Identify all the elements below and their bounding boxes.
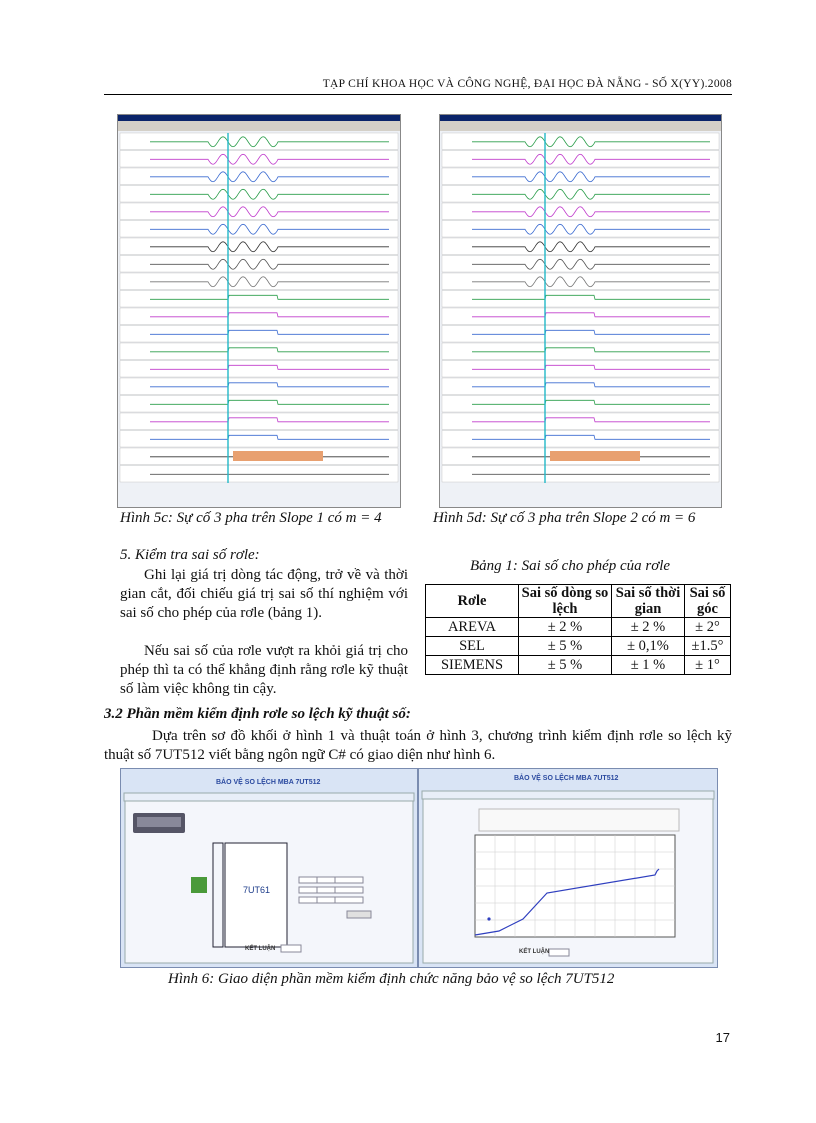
waveform-panel bbox=[442, 343, 719, 360]
waveform-panel bbox=[120, 203, 398, 220]
waveform-panel bbox=[442, 186, 719, 203]
waveform-panel bbox=[442, 151, 719, 168]
error-table bbox=[425, 584, 731, 675]
ketluan-label: KẾT LUẬN bbox=[245, 946, 276, 952]
ketluan-label-right: KẾT LUẬN bbox=[519, 949, 550, 955]
fig6-left-gui bbox=[120, 768, 418, 968]
table-cell: ± 2 % bbox=[612, 618, 685, 637]
fig5c-waveforms bbox=[118, 115, 400, 507]
waveform-panel bbox=[120, 326, 398, 343]
waveform-panel bbox=[442, 273, 719, 290]
waveform-panel bbox=[442, 413, 719, 430]
waveform-panel bbox=[442, 431, 719, 448]
waveform-panel bbox=[442, 256, 719, 273]
col-header: Sai số góc bbox=[685, 585, 731, 618]
table-cell: SIEMENS bbox=[426, 656, 519, 675]
table-cell: ± 2° bbox=[685, 618, 731, 637]
waveform-panel bbox=[442, 203, 719, 220]
waveform-panel bbox=[120, 273, 398, 290]
table-cell: ± 5 % bbox=[519, 656, 612, 675]
table-cell: ± 1° bbox=[685, 656, 731, 675]
waveform-panel bbox=[120, 308, 398, 325]
waveform-panel bbox=[442, 133, 719, 150]
gui-title: BẢO VỆ SO LỆCH MBA 7UT512 bbox=[216, 779, 321, 786]
event-bar bbox=[550, 451, 640, 461]
waveform-panel bbox=[120, 361, 398, 378]
waveform-panel bbox=[442, 326, 719, 343]
col-header: Sai số thời gian bbox=[612, 585, 685, 618]
waveform-panel bbox=[120, 466, 398, 483]
fig5d-waveforms bbox=[440, 115, 721, 507]
fig5d-caption: Hình 5d: Sự cố 3 pha trên Slope 2 có m = 6 bbox=[433, 510, 696, 526]
col-header: Sai số dòng so lệch bbox=[519, 585, 612, 618]
fig5c-caption: Hình 5c: Sự cố 3 pha trên Slope 1 có m = 4 bbox=[120, 510, 382, 526]
waveform-panel bbox=[442, 238, 719, 255]
event-bar bbox=[233, 451, 323, 461]
table-row bbox=[426, 656, 731, 675]
waveform-panel bbox=[120, 221, 398, 238]
waveform-panel bbox=[120, 238, 398, 255]
waveform-panel bbox=[442, 396, 719, 413]
waveform-panel bbox=[120, 343, 398, 360]
table-cell: ± 1 % bbox=[612, 656, 685, 675]
section32-para: Dựa trên sơ đồ khối ở hình 1 và thuật toán ở hình 3, chương trình kiểm định rơle so lệch kỹ thuật số 7UT512 viết bằng ngôn ngữ C# có giao diện như hình 6. bbox=[104, 728, 732, 763]
left-gui-body bbox=[121, 769, 417, 967]
waveform-panel bbox=[442, 308, 719, 325]
table-row bbox=[426, 637, 731, 656]
waveform-panel bbox=[120, 396, 398, 413]
gui-title: BẢO VỆ SO LỆCH MBA 7UT512 bbox=[514, 775, 619, 782]
waveform-panel bbox=[442, 378, 719, 395]
table-cell: SEL bbox=[426, 637, 519, 656]
fig5d-screenshot bbox=[439, 114, 722, 508]
fig6-right-gui bbox=[418, 768, 718, 968]
waveform-panel bbox=[120, 413, 398, 430]
section5-para2: Nếu sai số của rơle vượt ra khỏi giá trị cho phép thì ta có thể khẳng định rằng rơle kỹ thuật số làm việc không tin cậy. bbox=[120, 643, 408, 697]
section32-heading: 3.2 Phần mềm kiểm định rơle so lệch kỹ thuật số: bbox=[104, 706, 411, 722]
col-header: Rơle bbox=[426, 585, 519, 618]
waveform-panel bbox=[120, 378, 398, 395]
table-row bbox=[426, 618, 731, 637]
section5-para1: Ghi lại giá trị dòng tác động, trở về và thời gian cắt, đối chiếu giá trị sai số thí nghiệm với sai số cho phép của rơle (bảng 1). bbox=[120, 567, 408, 621]
waveform-panel bbox=[120, 291, 398, 308]
relay-label: 7UT61 bbox=[243, 885, 271, 895]
waveform-panel bbox=[120, 151, 398, 168]
header-rule bbox=[104, 94, 732, 95]
fig6-caption: Hình 6: Giao diện phần mềm kiểm định chức năng bảo vệ so lệch 7UT512 bbox=[168, 971, 615, 987]
journal-header: TẠP CHÍ KHOA HỌC VÀ CÔNG NGHỆ, ĐẠI HỌC ĐÀ NẴNG - SỐ X(YY).2008 bbox=[322, 78, 732, 90]
section5-heading: 5. Kiểm tra sai số rơle: bbox=[120, 547, 260, 563]
table-cell: ± 0,1% bbox=[612, 637, 685, 656]
table-cell: AREVA bbox=[426, 618, 519, 637]
waveform-panel bbox=[120, 168, 398, 185]
table-cell: ± 2 % bbox=[519, 618, 612, 637]
right-gui-body bbox=[419, 769, 717, 967]
waveform-panel bbox=[120, 431, 398, 448]
waveform-panel bbox=[442, 168, 719, 185]
waveform-panel bbox=[442, 291, 719, 308]
table1-caption: Bảng 1: Sai số cho phép của rơle bbox=[470, 558, 671, 574]
waveform-panel bbox=[442, 466, 719, 483]
fig5c-screenshot bbox=[117, 114, 401, 508]
table-cell: ±1.5° bbox=[685, 637, 731, 656]
table-header-row bbox=[426, 585, 731, 618]
table-cell: ± 5 % bbox=[519, 637, 612, 656]
waveform-panel bbox=[120, 133, 398, 150]
page-number: 17 bbox=[715, 1030, 730, 1045]
waveform-panel bbox=[442, 221, 719, 238]
waveform-panel bbox=[120, 256, 398, 273]
waveform-panel bbox=[442, 361, 719, 378]
waveform-panel bbox=[120, 186, 398, 203]
